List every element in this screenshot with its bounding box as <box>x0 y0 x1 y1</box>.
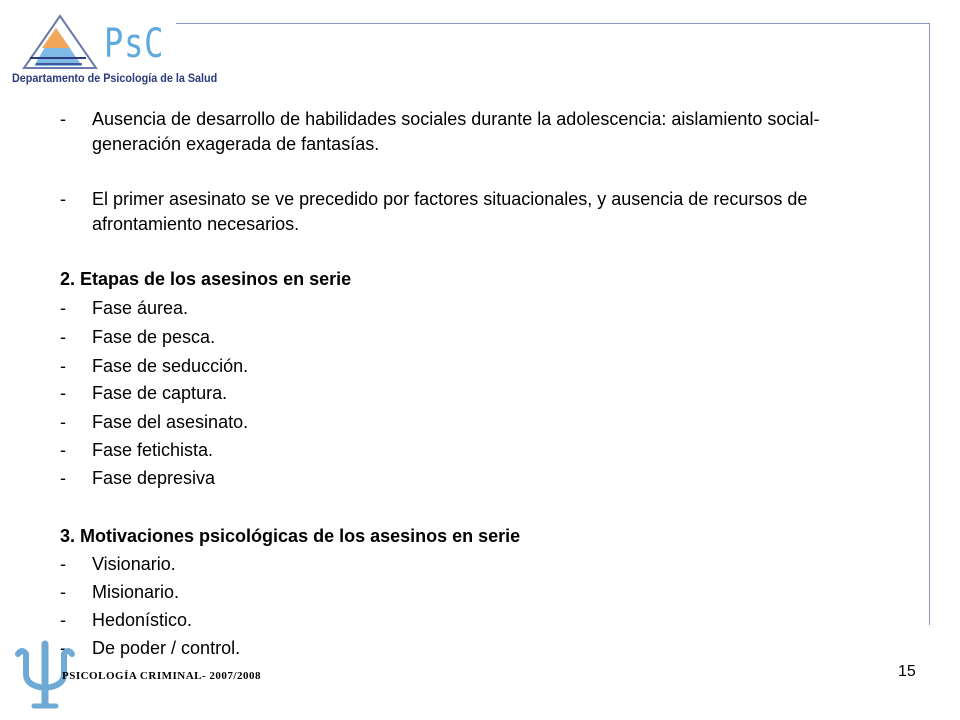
bullet-text: Fase de seducción. <box>92 356 249 376</box>
bullet-text: Visionario. <box>92 554 176 574</box>
bullet-dash: - <box>60 189 66 209</box>
bullet-text: Fase de captura. <box>92 383 228 403</box>
bullet-dash: - <box>60 109 66 129</box>
list-item <box>60 608 890 633</box>
bullet-dash: - <box>60 610 66 630</box>
list-item <box>60 381 890 406</box>
footer-course-title: PSICOLOGÍA CRIMINAL- 2007/2008 <box>62 670 261 682</box>
list-item <box>60 354 890 379</box>
list-item <box>60 410 890 435</box>
bullet-text: Fase de pesca. <box>92 327 216 347</box>
bullet-text: Fase del asesinato. <box>92 412 249 432</box>
list-item <box>60 466 890 491</box>
bullet-dash: - <box>60 638 66 658</box>
bullet-dash: - <box>60 327 66 347</box>
bullet-text: Ausencia de desarrollo de habilidades sociales durante la adolescencia: aislamiento social-generación exagerada de fantasías. <box>92 109 820 154</box>
bullet-text: Misionario. <box>92 582 180 602</box>
bullet-dash: - <box>60 582 66 602</box>
bullet-dash: - <box>60 298 66 318</box>
page-number: 15 <box>898 663 916 680</box>
bullet-text: El primer asesinato se ve precedido por factores situacionales, y ausencia de recursos de afrontamiento necesarios. <box>92 189 808 234</box>
list-item <box>60 296 890 321</box>
list-item <box>60 552 890 577</box>
section-heading-etapas: 2. Etapas de los asesinos en serie <box>60 269 352 289</box>
list-item <box>60 580 890 605</box>
logo-abbreviation: PsC <box>104 21 165 67</box>
bullet-dash: - <box>60 440 66 460</box>
bullet-dash: - <box>60 383 66 403</box>
section-heading-motivaciones: 3. Motivaciones psicológicas de los asesinos en serie <box>60 526 521 546</box>
list-item <box>60 187 890 237</box>
logo-department-name: Departamento de Psicología de la Salud <box>12 71 218 85</box>
list-item <box>60 438 890 463</box>
list-item <box>60 107 890 157</box>
bullet-dash: - <box>60 468 66 488</box>
bullet-dash: - <box>60 356 66 376</box>
bullet-text: De poder / control. <box>92 638 241 658</box>
list-item <box>60 636 890 661</box>
bullet-dash: - <box>60 412 66 432</box>
list-item <box>60 325 890 350</box>
bullet-text: Hedonístico. <box>92 610 193 630</box>
bullet-text: Fase depresiva <box>92 468 216 488</box>
bullet-dash: - <box>60 554 66 574</box>
bullet-text: Fase áurea. <box>92 298 189 318</box>
bullet-text: Fase fetichista. <box>92 440 214 460</box>
